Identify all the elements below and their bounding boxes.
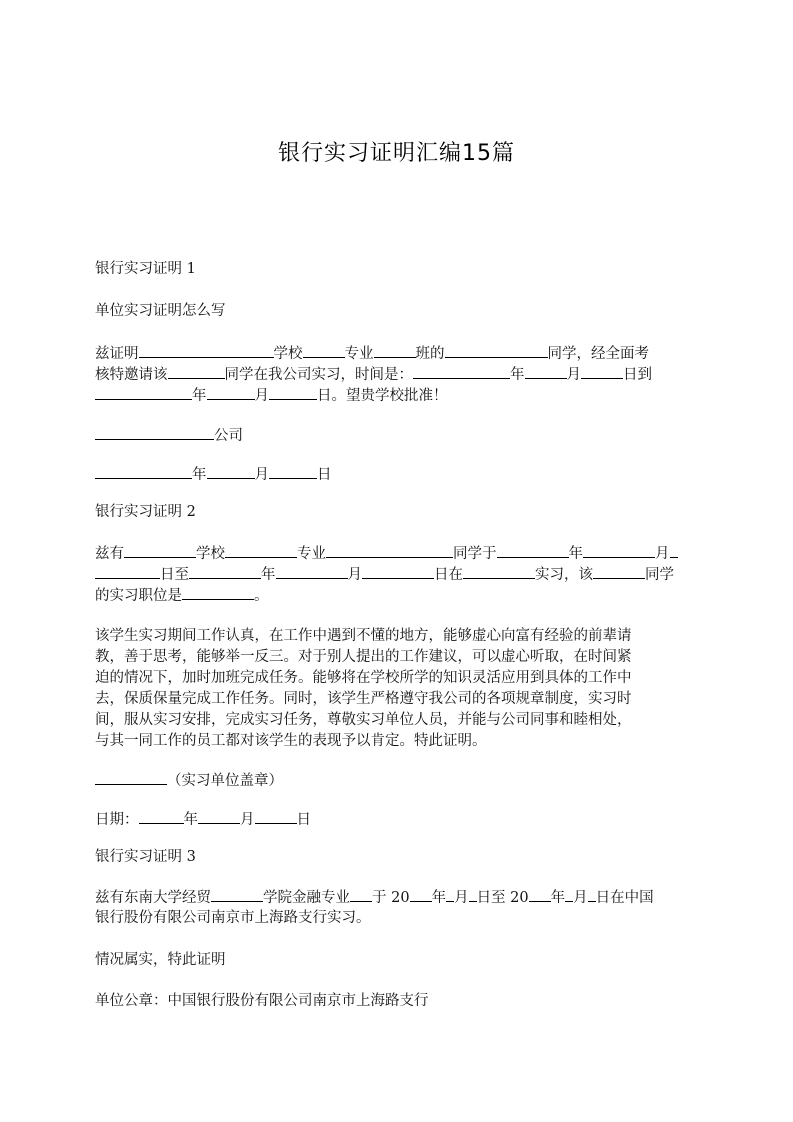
section-3-line-2: 银行股份有限公司南京市上海路支行实习。 xyxy=(95,910,371,926)
section-2-date-line: 日期： 年 月 日 xyxy=(95,809,695,831)
section-1-line-3: 年 月 日。望贵学校批准！ xyxy=(95,385,695,407)
section-1-company-line: 公司 xyxy=(95,425,695,447)
section-2-line-2: 日至 年 月 日在 实习，该 同学 xyxy=(95,564,695,586)
section-1-line-1: 兹证明 学校 专业 班的 同学，经全面考 xyxy=(95,343,695,365)
section-2-body-line-2: 教，善于思考，能够举一反三。对于别人提出的工作建议，可以虚心听取，在时间紧 xyxy=(95,649,632,665)
section-2-body-line-6: 与其一同工作的员工都对该学生的表现予以肯定。特此证明。 xyxy=(95,733,487,749)
section-1-line-2: 核特邀请该 同学在我公司实习，时间是： 年 月 日到 xyxy=(95,364,695,386)
section-2-body-line-3: 迫的情况下，加时加班完成任务。能够将在学校所学的知识灵活应用到具体的工作中 xyxy=(95,670,632,686)
section-2-heading: 银行实习证明 2 xyxy=(95,504,196,520)
section-2-seal-line: （实习单位盖章） xyxy=(95,770,695,792)
section-2-body-line-1: 该学生实习期间工作认真，在工作中遇到不懂的地方，能够虚心向富有经验的前辈请 xyxy=(95,628,632,644)
section-3-line-1: 兹有东南大学经贸 学院金融专业 于 20 年 月 日至 20 年 月 日在中国 xyxy=(95,887,695,909)
section-2-line-3: 的实习职位是 。 xyxy=(95,585,695,607)
section-3-seal: 单位公章：中国银行股份有限公司南京市上海路支行 xyxy=(95,993,429,1009)
section-1-date-line: 年 月 日 xyxy=(95,464,695,486)
page-title: 银行实习证明汇编15篇 xyxy=(278,141,515,166)
section-1-subheading: 单位实习证明怎么写 xyxy=(95,303,226,319)
section-2-line-1: 兹有 学校 专业 同学于 年 月 xyxy=(95,543,695,565)
section-3-heading: 银行实习证明 3 xyxy=(95,849,196,865)
section-2-body-line-4: 去，保质保量完成工作任务。同时，该学生严格遵守我公司的各项规章制度，实习时 xyxy=(95,691,632,707)
section-2-body-line-5: 间，服从实习安排，完成实习任务，尊敬实习单位人员，并能与公司同事和睦相处， xyxy=(95,712,632,728)
section-3-confirm: 情况属实，特此证明 xyxy=(95,952,226,968)
section-1-heading: 银行实习证明 1 xyxy=(95,261,196,277)
